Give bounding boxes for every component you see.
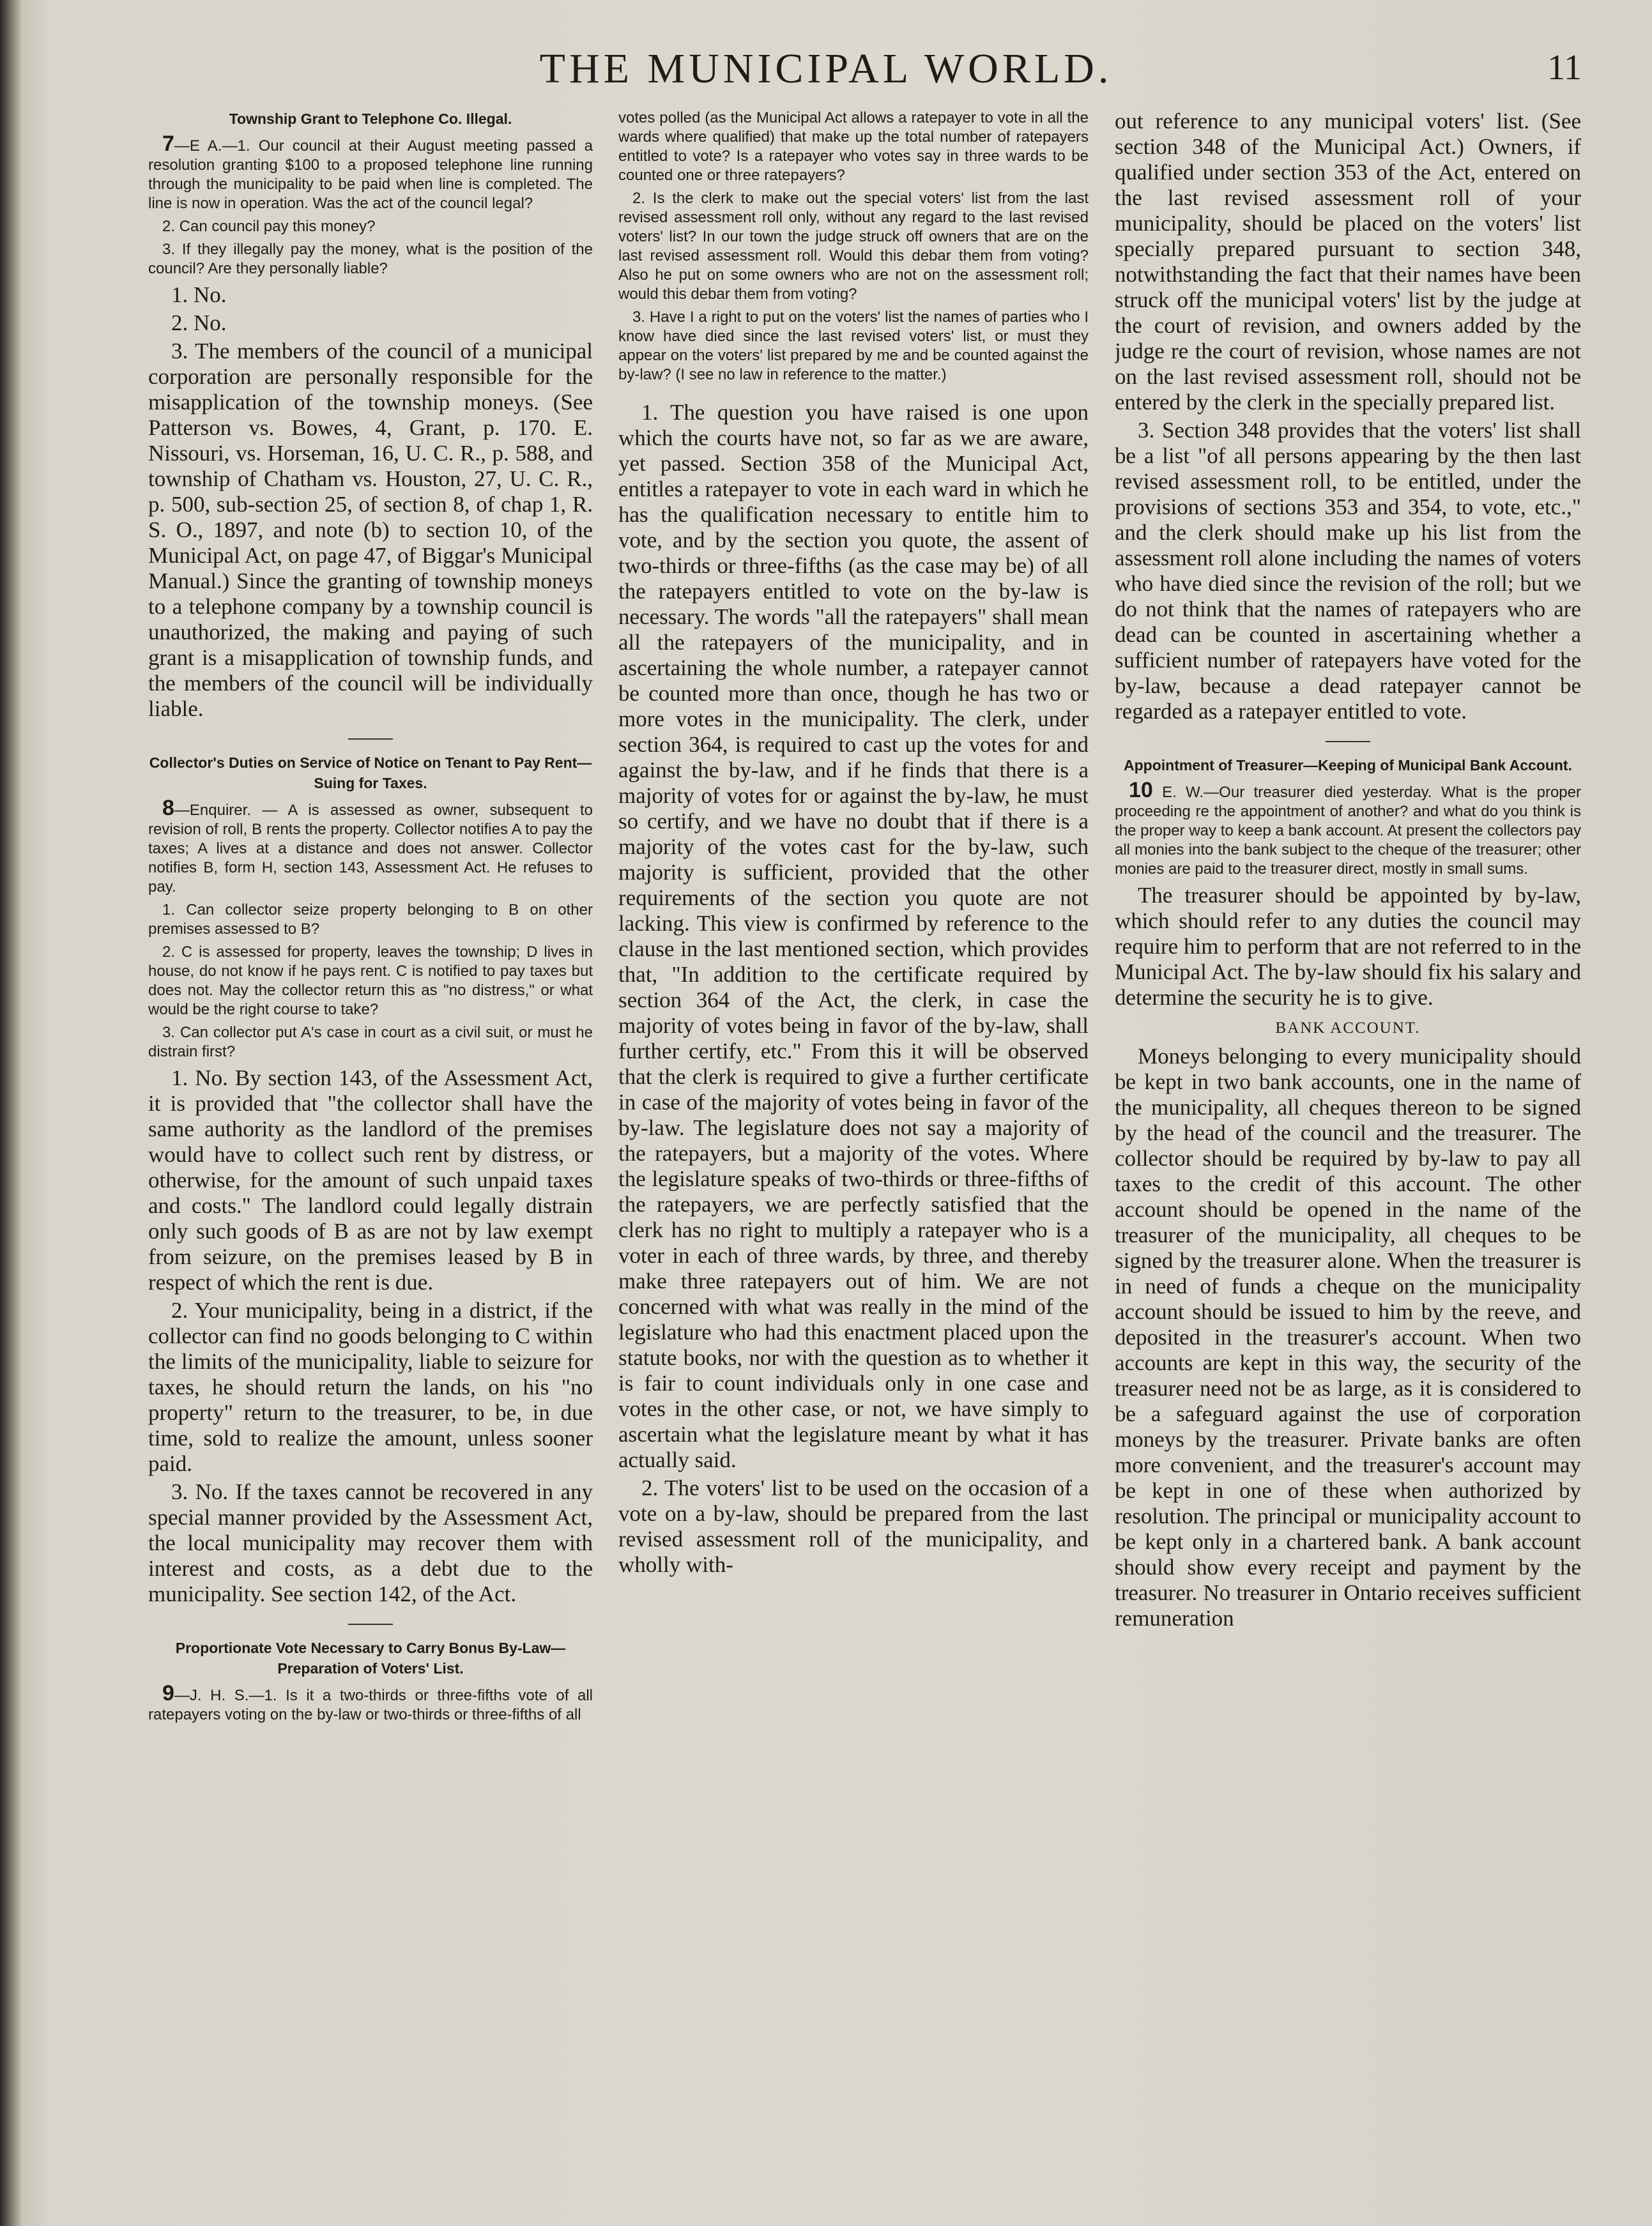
section-7-question-3: 3. If they illegally pay the money, what is the position of the council? Are they personally liable? [148, 241, 593, 277]
column-2 [618, 109, 1089, 2165]
section-9-question-1-start [148, 1681, 593, 1725]
section-9-answer-2-cont: out reference to any municipal voters' list. (See section 348 of the Municipal Act.) Owners, if qualified under section 353 of the Act, entered on the last revised assessment roll of your municipality, should be placed on the voters' list specially prepared pursuant to section 348, notwithstanding the fact that their names have been struck off the municipal voters' list by the judge at the court of revision, and owners added by the judge re the court of revision, whose names are not on the last revised assessment roll, should not be entered by the clerk in the specially prepared list. [1115, 109, 1581, 415]
section-7-question-2: 2. Can council pay this money? [162, 218, 376, 235]
section-7-answer-2: 2. No. [171, 310, 227, 335]
section-7-answer-3: 3. The members of the council of a municipal corporation are personally responsible for the misapplication of the township moneys. (See Patterson vs. Bowes, 4, Grant, p. 170. E. Nissouri, vs. Horseman, 16, U. C. R., p. 588, and township of Chatham vs. Houston, 27, U. C. R., p. 500, sub-section 25, of section 8, of chap 1, R. S. O., 1897, and note (b) to section 10, of the Municipal Act, on page 47, of Biggar's Municipal Manual.) Since the granting of township moneys to a telephone company by a township council is unauthorized, the making and paying of such grant is a misapplication of township funds, and the members of the council will be individually liable. [148, 339, 593, 721]
section-7-answer-1: 1. No. [171, 282, 227, 307]
section-9-answer-1: 1. The question you have raised is one upon which the courts have not, so far as we are aware, yet passed. Section 358 of the Municipal Act, entitles a ratepayer to vote in each ward in which he has the qualification necessary to entitle him to vote, and by the section you quote, the assent of two-thirds or three-fifths (as the case may be) of all the ratepayers entitled to vote on the by-law is necessary. The words "all the ratepayers" shall mean all the ratepayers of the municipality, and in ascertaining the whole number, a ratepayer cannot be counted more than once, though he has two or more votes in the municipality. The clerk, under section 364, is required to cast up the votes for and against the by-law, and if he finds that there is a majority of votes for or against the by-law, he must so certify, and we have no doubt that if there is a majority of the votes cast for the by-law, such majority is sufficient, provided that the other requirements of the section you quote are not lacking. This view is confirmed by reference to the clause in the last mentioned section, which provides that, "In addition to the certificate required by section 364 of the Act, the clerk, in case the majority of votes being in favor of the by-law, shall further certify, etc." From this it will be observed that the clerk is required to give a further certificate in case of the majority of votes being in favor of the by-law. The legislature does not say a majority of the ratepayers, but a majority of the votes. Where the legislature speaks of two-thirds or three-fifths of the ratepayers, we are perfectly satisfied that the clerk has no right to multiply a ratepayer who is a voter in each of three wards, by three, and thereby make three ratepayers out of him. We are not concerned with what was really in the mind of the legislature who had this enactment placed upon the statute books, nor with the question as to whether it is fair to count individuals only in one case and votes in the other case, or not, we have simply to ascertain what the legislature meant by what it has actually said. [618, 400, 1089, 1472]
section-8-heading: Collector's Duties on Service of Notice on Tenant to Pay Rent—Suing for Taxes. [149, 754, 592, 791]
section-9-answer-2: 2. The voters' list to be used on the occasion of a vote on a by-law, should be prepared from the last revised assessment roll of the municipality, and wholly with- [618, 1475, 1089, 1577]
section-10-question [1115, 778, 1581, 879]
section-9-heading: Proportionate Vote Necessary to Carry Bonus By-Law—Preparation of Voters' List. [175, 1640, 566, 1677]
section-7-question-1-text: —E A.—1. Our council at their August meeting passed a resolution granting $100 to a proposed telephone line running through the municipality to be paid when line is completed. The line is now in operation. Was the act of the council legal? [148, 137, 593, 212]
section-9-number: 9 [162, 1681, 174, 1705]
section-8-question-1: 1. Can collector seize property belonging to B on other premises assessed to B? [148, 901, 593, 938]
section-7-heading: Township Grant to Telephone Co. Illegal. [229, 111, 512, 127]
section-9-question-1-cont: votes polled (as the Municipal Act allows a ratepayer to vote in all the wards where qualified) that make up the total number of ratepayers entitled to vote? Is a ratepayer who votes say in three wards to be counted one or three ratepayers? [618, 109, 1089, 184]
spacer [618, 388, 1089, 400]
section-10-answer: The treasurer should be appointed by by-law, which should refer to any duties the council may require him to perform that are not referred to in the Municipal Act. The by-law should fix his salary and determine the security he is to give. [1115, 883, 1581, 1010]
section-9-answer-3: 3. Section 348 provides that the voters' list shall be a list "of all persons appearing by the then last revised assessment roll, to be entitled, under the provisions of sections 353 and 354, to vote, etc.," and the clerk should make up his list from the assessment roll alone including the names of voters who have died since the revision of the roll; but we do not think that the names of ratepayers who are dead can be counted in ascertaining whether a sufficient number of ratepayers have voted for the by-law, because a dead ratepayer cannot be regarded as a ratepayer entitled to vote. [1115, 418, 1581, 724]
section-8-answer-3: 3. No. If the taxes cannot be recovered in any special manner provided by the Assessment Act, the local municipality may recover them with interest and costs, as a debt due to the municipality. See section 142, of the Act. [148, 1479, 593, 1606]
section-9-question-2: 2. Is the clerk to make out the special voters' list from the last revised assessment roll only, without any regard to the last revised voters' list? In our town the judge struck off owners that are on the last revised assessment roll. Would this debar them from voting? Also he put on some owners who are not on the assessment roll; would this debar them from voting? [618, 190, 1089, 303]
section-8-question-intro [148, 798, 593, 897]
bank-account-subheading: BANK ACCOUNT. [1275, 1019, 1421, 1037]
section-8-question-2: 2. C is assessed for property, leaves the township; D lives in house, do not know if he pays rent. C is notified to pay taxes but does not. May the collector return this as "no distress," or what would be the right course to take? [148, 943, 593, 1018]
section-7-question-1 [148, 134, 593, 213]
section-9-question-1-text: —J. H. S.—1. Is it a two-thirds or three-fifths vote of all ratepayers voting on the by-law or two-thirds or three-fifths of all [148, 1687, 593, 1723]
section-10-number: 10 [1129, 778, 1153, 802]
section-8-question-intro-text: —Enquirer. — A is assessed as owner, subsequent to revision of roll, B rents the property. Collector notifies A to pay the taxes; A lives at a distance and does not answer. Collector notifies B, form H, section 143, Assessment Act. He refuses to pay. [148, 802, 593, 896]
page-header [0, 45, 1652, 96]
column-3 [1115, 109, 1581, 2165]
section-8-answer-1: 1. No. By section 143, of the Assessment Act, it is provided that "the collector shall have the same authority as the landlord of the premises would have to collect such rent by distress, or otherwise, for the amount of such unpaid taxes and costs." The landlord could legally distrain only such goods of B as are not by law exempt from seizure, on the premises leased by B in respect of which the rent is due. [148, 1065, 593, 1295]
section-8-number: 8 [162, 796, 174, 820]
section-9-question-3: 3. Have I a right to put on the voters' list the names of parties who I know have died since the last revised voters' list, or must they appear on the voters' list prepared by me and be counted against the by-law? (I see no law in reference to the matter.) [618, 309, 1089, 383]
column-1 [148, 109, 593, 2165]
bank-account-text: Moneys belonging to every municipality should be kept in two bank accounts, one in the name of the municipality, all cheques thereon to be signed by the head of the council and the treasurer. The collector should be required by by-law to pay all taxes to the credit of this account. The other account should be opened in the name of the treasurer of the municipality, all cheques to be signed by the treasurer alone. When the treasurer is in need of funds a cheque on the municipality account should be issued to him by the reeve, and deposited in the treasurer's account. When two accounts are kept in this way, the security of the treasurer need not be as large, as it is considered to be a safeguard against the use of corporation moneys by the treasurer. Private banks are often more convenient, and the treasurer's account may be kept in one of these when authorized by resolution. The principal or municipality account to be kept only in a chartered bank. A bank account should show every receipt and payment by the treasurer. No treasurer in Ontario receives sufficient remuneration [1115, 1044, 1581, 1631]
section-10-heading: Appointment of Treasurer—Keeping of Municipal Bank Account. [1124, 757, 1572, 774]
section-divider [1326, 741, 1370, 742]
section-7-number: 7 [162, 132, 174, 156]
section-8-question-3: 3. Can collector put A's case in court as a civil suit, or must he distrain first? [148, 1024, 593, 1060]
publication-title: THE MUNICIPAL WORLD. [539, 45, 1113, 92]
section-divider [348, 738, 393, 740]
page-number: 11 [1547, 48, 1582, 88]
section-divider [348, 1624, 393, 1625]
section-10-question-text: E. W.—Our treasurer died yesterday. What is the proper proceeding re the appointment of another? and what do you think is the proper way to keep a bank account. At present the collectors pay all monies into the bank subject to the cheque of the treasurer; other monies are paid to the treasurer direct, mostly in small sums. [1115, 784, 1581, 878]
section-8-answer-2: 2. Your municipality, being in a district, if the collector can find no goods belonging to C within the limits of the municipality, liable to seizure for taxes, he should return the lands, on his "no property" return to the treasurer, to be, in due time, sold to realize the amount, unless sooner paid. [148, 1298, 593, 1476]
